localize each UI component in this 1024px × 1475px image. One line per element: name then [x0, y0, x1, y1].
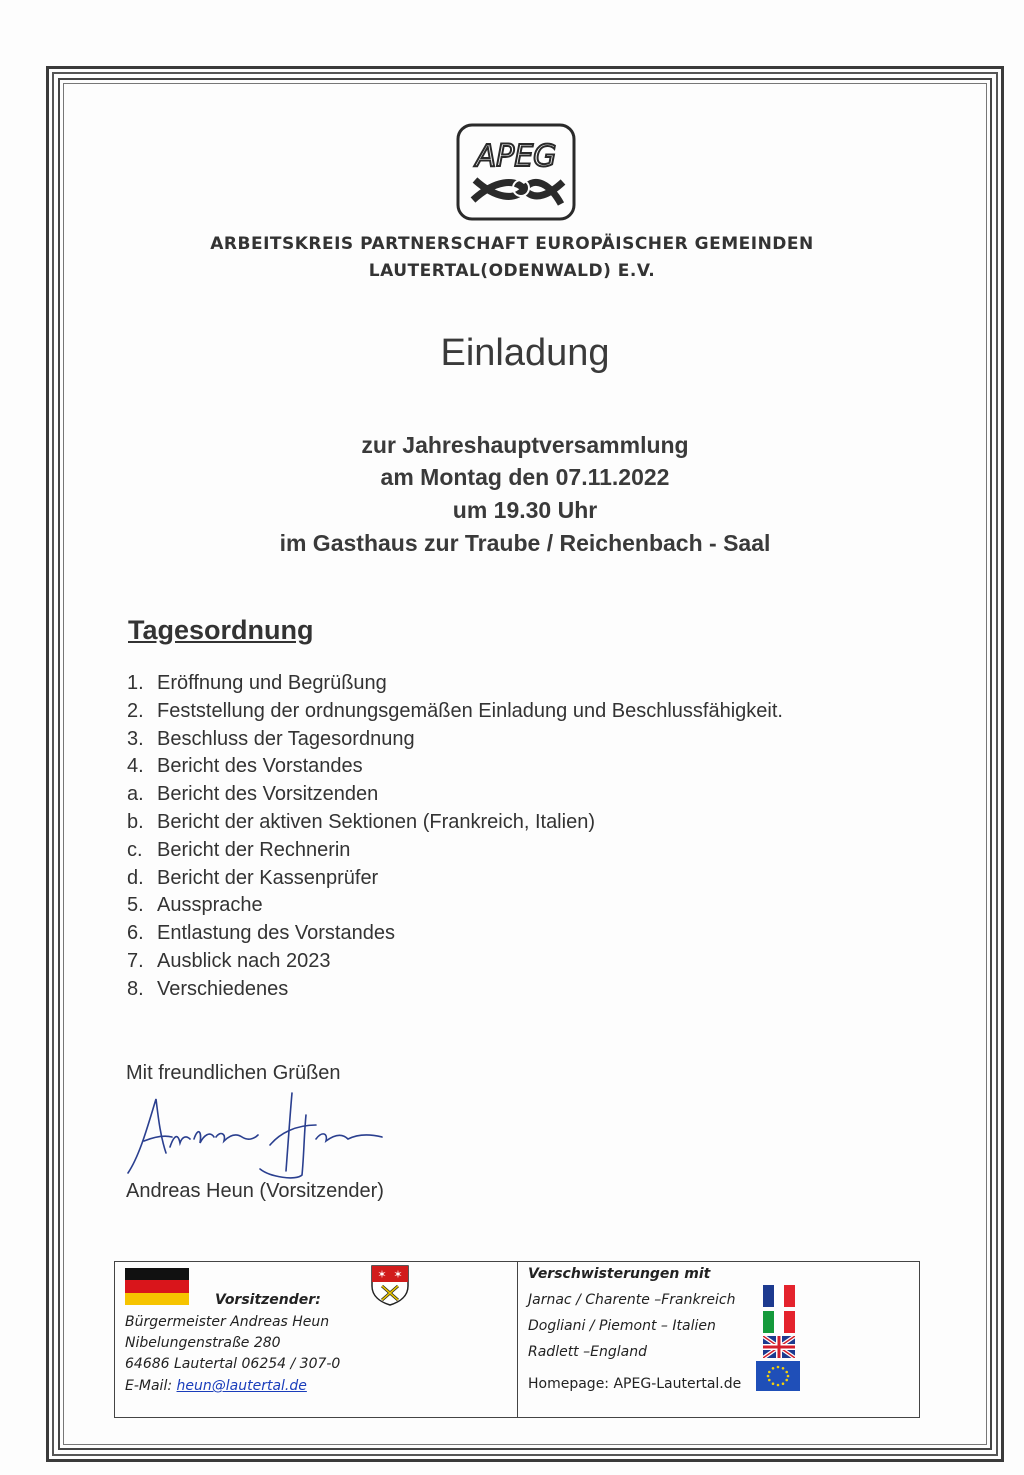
- twin-town-dogliani: Dogliani / Piemont – Italien: [528, 1318, 716, 1334]
- chair-name: Bürgermeister Andreas Heun: [125, 1314, 330, 1330]
- agenda-item: [127, 865, 783, 893]
- chair-city-phone: 64686 Lautertal 06254 / 307-0: [125, 1356, 341, 1372]
- agenda-item: [127, 670, 783, 698]
- svg-text:✶: ✶: [377, 1269, 387, 1281]
- agenda-item-text: Bericht des Vorsitzenden: [157, 783, 379, 806]
- svg-text:APEG: APEG: [475, 139, 557, 174]
- agenda-item-number: 7.: [127, 949, 144, 972]
- agenda-item: [127, 948, 783, 976]
- homepage-text: Homepage: APEG-Lautertal.de: [528, 1376, 742, 1392]
- handwritten-signature: [120, 1085, 390, 1180]
- agenda-item-number: 2.: [127, 699, 144, 722]
- org-name-line2: LAUTERTAL(ODENWALD) E.V.: [368, 261, 656, 281]
- lautertal-crest-icon: [370, 1264, 410, 1306]
- agenda-item-number: c.: [127, 838, 143, 861]
- agenda-item-number: 3.: [127, 727, 144, 750]
- closing-greeting: Mit freundlichen Grüßen: [126, 1062, 341, 1084]
- agenda-item-number: 8.: [127, 977, 144, 1000]
- email-link[interactable]: heun@lautertal.de: [176, 1378, 307, 1394]
- document-title: Einladung: [440, 332, 610, 374]
- signer-name: Andreas Heun (Vorsitzender): [126, 1180, 384, 1202]
- agenda-item-text: Eröffnung und Begrüßung: [157, 672, 387, 694]
- agenda-item-number: 4.: [127, 755, 144, 778]
- agenda-item-text: Beschluss der Tagesordnung: [157, 727, 415, 750]
- agenda-item-text: Bericht der aktiven Sektionen (Frankreich, Italien): [157, 810, 595, 833]
- agenda-list: [127, 670, 783, 1004]
- agenda-item-number: d.: [127, 866, 144, 889]
- invitation-line-3: um 19.30 Uhr: [452, 497, 598, 523]
- apeg-logo-icon: [455, 122, 577, 222]
- italian-flag-icon: [763, 1311, 795, 1333]
- agenda-item-text: Entlastung des Vorstandes: [157, 922, 395, 945]
- agenda-item-number: 1.: [127, 672, 144, 694]
- agenda-item: [127, 920, 783, 948]
- twinning-heading: Verschwisterungen mit: [528, 1266, 711, 1282]
- agenda-item: [127, 976, 783, 1004]
- chair-email-line: [125, 1378, 307, 1394]
- chair-street: Nibelungenstraße 280: [125, 1335, 281, 1351]
- invitation-line-1: zur Jahreshauptversammlung: [361, 432, 689, 458]
- uk-flag-icon: [763, 1336, 795, 1358]
- chair-label: Vorsitzender:: [215, 1292, 321, 1308]
- german-flag-icon: [125, 1268, 189, 1305]
- agenda-item-number: 6.: [127, 922, 144, 945]
- agenda-item-number: b.: [127, 810, 144, 833]
- footer-divider: [517, 1261, 518, 1418]
- twin-town-jarnac: Jarnac / Charente –Frankreich: [528, 1292, 736, 1308]
- agenda-item-text: Bericht der Kassenprüfer: [157, 866, 379, 889]
- agenda-item-text: Feststellung der ordnungsgemäßen Einladung und Beschlussfähigkeit.: [157, 699, 783, 722]
- agenda-heading: Tagesordnung: [128, 615, 314, 645]
- agenda-item-text: Bericht des Vorstandes: [157, 755, 363, 778]
- org-name-line1: ARBEITSKREIS PARTNERSCHAFT EUROPÄISCHER GEMEINDEN: [210, 234, 814, 254]
- agenda-item-text: Verschiedenes: [157, 977, 289, 1000]
- agenda-item: [127, 781, 783, 809]
- email-label: E-Mail:: [125, 1378, 177, 1394]
- agenda-item: [127, 837, 783, 865]
- agenda-item: [127, 753, 783, 781]
- agenda-item-text: Aussprache: [157, 894, 263, 917]
- agenda-item: [127, 892, 783, 920]
- agenda-item-text: Ausblick nach 2023: [157, 949, 331, 972]
- agenda-item: [127, 809, 783, 837]
- agenda-item-number: 5.: [127, 894, 144, 917]
- invitation-line-2: am Montag den 07.11.2022: [380, 464, 670, 490]
- agenda-item-text: Bericht der Rechnerin: [157, 838, 351, 861]
- agenda-item-number: a.: [127, 783, 144, 806]
- invitation-line-4: im Gasthaus zur Traube / Reichenbach - Saal: [279, 530, 771, 556]
- agenda-item: [127, 698, 783, 726]
- svg-text:✶: ✶: [393, 1269, 403, 1281]
- twin-town-radlett: Radlett –England: [528, 1344, 647, 1360]
- eu-flag-icon: [756, 1361, 800, 1391]
- agenda-item: [127, 726, 783, 754]
- french-flag-icon: [763, 1285, 795, 1307]
